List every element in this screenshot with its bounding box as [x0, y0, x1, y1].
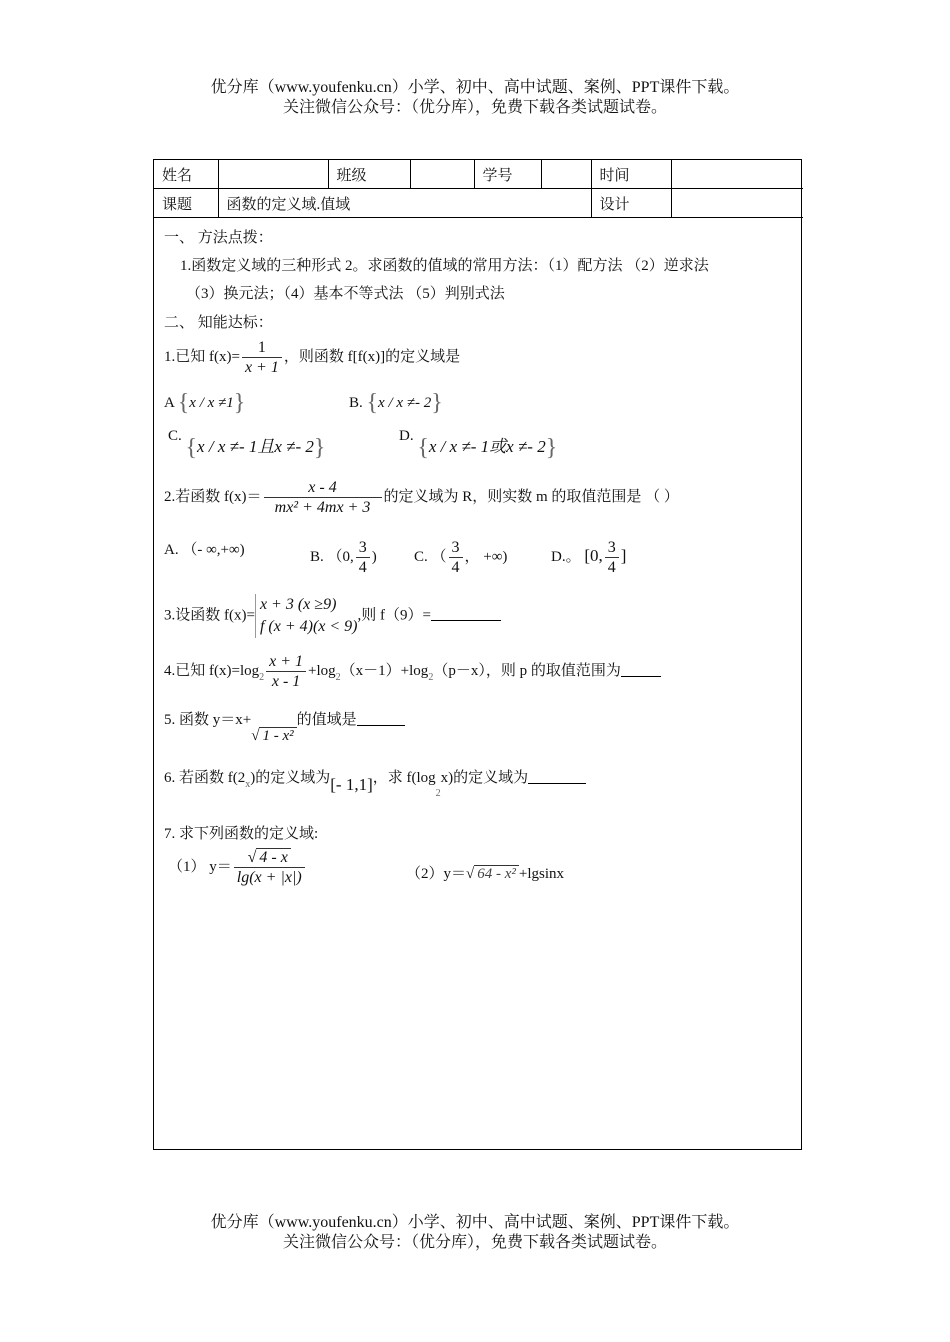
q1-option-a-label: A: [164, 394, 175, 411]
q2-option-c[interactable]: [414, 538, 507, 577]
banner-line-2: 关注微信公众号：（优分库），免费下载各类试题试卷。: [282, 99, 667, 116]
q7-part-2-radicand: 64 - x²: [474, 865, 519, 882]
question-6: [164, 766, 586, 799]
q1-prefix: 1.已知 f(x)=: [164, 348, 240, 365]
brace-open-icon: {: [417, 435, 429, 462]
question-2: [164, 478, 679, 517]
q7-part-1-radicand: 4 - x: [256, 848, 290, 866]
q2-option-b[interactable]: [310, 538, 377, 577]
q4-base-3: 2: [428, 671, 434, 683]
q3-piecewise: [255, 594, 358, 638]
q2-den: mx² + 4mx + 3: [274, 499, 371, 516]
class-field[interactable]: [410, 160, 474, 189]
q2-option-b-num: 3: [356, 538, 370, 558]
brace-open-icon: {: [177, 390, 190, 416]
time-label: 时间: [591, 160, 671, 189]
q2-option-c-num: 3: [449, 538, 463, 558]
section2-title: 二、 知能达标：: [164, 315, 273, 331]
question-5: [164, 708, 405, 745]
q1-den: x + 1: [244, 359, 279, 376]
q7-part-2: [406, 862, 564, 883]
question-1: [164, 338, 460, 377]
q2-num: x - 4: [264, 478, 382, 498]
header-table: [154, 160, 803, 218]
q2-option-c-post: ， +∞): [464, 548, 508, 565]
q1-option-d-text: x / x ≠- 1或x ≠- 2: [428, 437, 546, 456]
q6-suffix: x)的定义域为: [440, 770, 529, 786]
q4-fraction: [266, 652, 306, 691]
section1-title: 一、 方法点拨：: [164, 230, 273, 246]
q4-mid: +log: [308, 662, 336, 679]
q4-arg-1: （x－1）+log: [340, 662, 429, 679]
q2-option-c-label: C.: [414, 548, 428, 565]
q2-option-c-den: 4: [451, 559, 460, 576]
q6-answer-blank[interactable]: [528, 769, 586, 784]
brace-open-icon: {: [185, 435, 198, 462]
q7-part-1-num: [234, 848, 305, 868]
q2-prefix: 2.若函数 f(x)＝: [164, 488, 262, 505]
q6-mid: )的定义域为: [250, 770, 331, 786]
q2-option-d-frac: [605, 538, 619, 577]
top-banner: [0, 78, 950, 118]
q7-part-1-label: （1） y＝: [168, 858, 232, 875]
q2-option-a-text: （- ∞,+∞): [182, 542, 245, 558]
banner-line-2-bottom: 关注微信公众号：（优分库），免费下载各类试题试卷。: [282, 1234, 667, 1251]
q2-option-b-pre: （0,: [327, 548, 354, 565]
bottom-banner: [0, 1213, 950, 1253]
sqrt-icon: √: [466, 866, 475, 882]
q7-part-1: [168, 848, 307, 887]
q2-option-d-den: 4: [607, 559, 616, 576]
name-field[interactable]: [218, 160, 328, 189]
q7-part-2-label: （2）y＝: [406, 866, 467, 882]
q6-mid2: ，求 f(log: [372, 770, 436, 786]
q6-prefix: 6. 若函数 f(2: [164, 770, 246, 786]
q4-base-2: 2: [335, 671, 341, 683]
q2-option-d-post: ]: [620, 545, 627, 565]
q2-option-a[interactable]: [164, 538, 245, 559]
q6-interval: [- 1,1]: [330, 775, 373, 794]
q7-part-2-suffix: +lgsinx: [518, 866, 565, 882]
q5-answer-blank[interactable]: [357, 711, 405, 726]
q1-option-a[interactable]: [164, 390, 245, 417]
brace-close-icon: }: [313, 435, 326, 462]
q3-suffix: ,则 f（9）=: [357, 607, 431, 624]
section1-line1: 1.函数定义域的三种形式 2。求函数的值域的常用方法：（1）配方法 （2）逆求法: [180, 258, 709, 274]
student-id-field[interactable]: [541, 160, 591, 189]
banner-line-1-bottom: 优分库（www.youfenku.cn）小学、初中、高中试题、案例、PPT课件下载。: [210, 1214, 740, 1231]
q4-arg-2: （p－x），则 p 的取值范围为: [433, 662, 621, 679]
q3-case-1: x + 3 (x ≥9): [259, 596, 337, 613]
q2-option-b-label: B.: [310, 548, 324, 565]
q1-option-c-text: x / x ≠- 1且x ≠- 2: [197, 437, 314, 456]
brace-close-icon: }: [233, 390, 246, 416]
q1-option-c[interactable]: [168, 428, 325, 462]
q2-suffix: 的定义域为 R，则实数 m 的取值范围是 （ ）: [383, 488, 679, 505]
q2-option-c-frac: [449, 538, 463, 577]
q5-prefix: 5. 函数 y＝x+: [164, 712, 252, 728]
q6-base: 2: [435, 788, 441, 799]
q1-option-b[interactable]: [349, 390, 443, 417]
q4-den: x - 1: [271, 673, 301, 690]
q4-prefix: 4.已知 f(x)=log: [164, 662, 260, 679]
worksheet: [153, 159, 802, 1150]
banner-line-1: 优分库（www.youfenku.cn）小学、初中、高中试题、案例、PPT课件下载。: [210, 79, 740, 96]
q1-option-b-label: B.: [349, 394, 363, 411]
q2-option-b-den: 4: [358, 559, 367, 576]
q1-fraction: [242, 338, 282, 377]
time-field[interactable]: [671, 160, 803, 189]
section1-line2: （3）换元法；（4）基本不等式法 （5）判别式法: [186, 286, 505, 302]
q1-option-c-label: C.: [168, 428, 182, 444]
q2-option-b-post: ): [371, 548, 377, 565]
q1-suffix: ，则函数 f[f(x)]的定义域是: [283, 348, 461, 365]
q4-answer-blank[interactable]: [621, 662, 661, 677]
question-7: 7. 求下列函数的定义域:: [164, 826, 319, 842]
brace-open-icon: {: [366, 390, 379, 416]
q7-part-1-fraction: [234, 848, 305, 887]
q5-sqrt: [251, 728, 296, 745]
topic-value: 函数的定义域.值域: [218, 189, 591, 218]
q1-option-b-text: x / x ≠- 2: [378, 394, 432, 411]
q4-base-1: 2: [259, 671, 265, 683]
q2-option-b-frac: [356, 538, 370, 577]
q2-option-d-label: D.。: [551, 548, 581, 565]
q7-part-1-den: lg(x + |x|): [236, 869, 302, 886]
q2-fraction: [264, 478, 382, 517]
q2-option-c-pre: （: [431, 548, 447, 565]
q1-option-d-label: D.: [399, 428, 414, 444]
name-label: 姓名: [154, 160, 218, 189]
q2-option-a-label: A.: [164, 542, 179, 558]
sqrt-icon: √: [247, 849, 257, 866]
brace-close-icon: }: [545, 435, 558, 462]
design-label: 设计: [591, 189, 671, 218]
topic-label: 课题: [154, 189, 218, 218]
sqrt-icon: √: [251, 728, 260, 744]
student-id-label: 学号: [474, 160, 541, 189]
class-label: 班级: [328, 160, 410, 189]
q5-radicand: 1 - x²: [259, 727, 296, 744]
q1-option-a-text: x / x ≠1: [189, 394, 234, 411]
q4-num: x + 1: [266, 652, 306, 672]
q6-exponent: x: [245, 779, 251, 790]
question-4: [164, 652, 661, 691]
question-3: [164, 594, 501, 638]
q2-option-d[interactable]: [551, 538, 626, 577]
q2-option-d-pre: [0,: [584, 545, 603, 565]
q3-case-2: f (x + 4)(x < 9): [259, 618, 358, 635]
q3-prefix: 3.设函数 f(x)=: [164, 607, 255, 624]
q5-suffix: 的值域是: [296, 712, 357, 728]
q1-option-d[interactable]: [399, 428, 557, 462]
q3-answer-blank[interactable]: [431, 606, 501, 621]
design-field[interactable]: [671, 189, 803, 218]
brace-close-icon: }: [431, 390, 443, 416]
q1-num: 1: [242, 338, 282, 358]
q2-option-d-num: 3: [605, 538, 619, 558]
